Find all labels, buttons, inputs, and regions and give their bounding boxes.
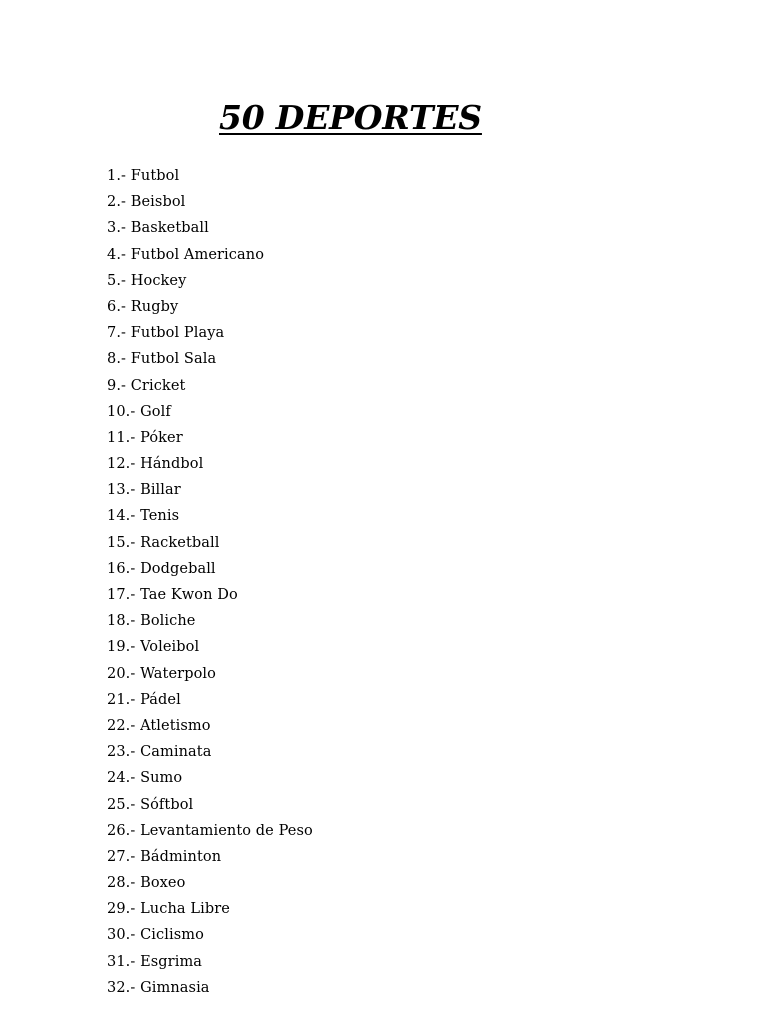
list-item: 30.- Ciclismo (107, 927, 204, 944)
list-item: 13.- Billar (107, 482, 181, 499)
list-item: 12.- Hándbol (107, 456, 204, 473)
list-item: 11.- Póker (107, 429, 183, 446)
list-item: 6.- Rugby (107, 298, 179, 315)
list-item: 17.- Tae Kwon Do (107, 587, 238, 603)
list-item: 5.- Hockey (107, 272, 187, 289)
list-item: 15.- Racketball (107, 534, 220, 551)
list-item: 21.- Pádel (107, 691, 181, 708)
list-item: 32.- Gimnasia (107, 979, 210, 996)
list-item: 16.- Dodgeball (107, 560, 216, 577)
list-item: 28.- Boxeo (107, 875, 186, 892)
list-item: 19.- Voleibol (107, 639, 200, 656)
list-item: 23.- Caminata (107, 744, 212, 761)
list-item: 20.- Waterpolo (107, 665, 216, 682)
list-item: 2.- Beisbol (107, 194, 186, 211)
list-item: 22.- Atletismo (107, 717, 211, 734)
list-item: 9.- Cricket (107, 377, 186, 394)
list-item: 24.- Sumo (107, 770, 183, 787)
list-item: 18.- Boliche (107, 613, 196, 630)
list-item: 14.- Tenis (107, 508, 180, 525)
list-item: 25.- Sóftbol (107, 796, 194, 813)
page-title: 50 DEPORTES (219, 98, 482, 137)
list-item: 10.- Golf (107, 403, 171, 420)
sports-list (107, 163, 313, 1001)
list-item: 8.- Futbol Sala (107, 351, 217, 368)
list-item: 29.- Lucha Libre (107, 901, 230, 918)
list-item: 7.- Futbol Playa (107, 325, 225, 342)
list-item: 3.- Basketball (107, 220, 209, 237)
list-item: 27.- Bádminton (107, 848, 222, 865)
list-item: 1.- Futbol (107, 168, 180, 184)
list-item: 31.- Esgrima (107, 953, 203, 970)
list-item: 26.- Levantamiento de Peso (107, 822, 313, 839)
list-item: 4.- Futbol Americano (107, 246, 265, 263)
